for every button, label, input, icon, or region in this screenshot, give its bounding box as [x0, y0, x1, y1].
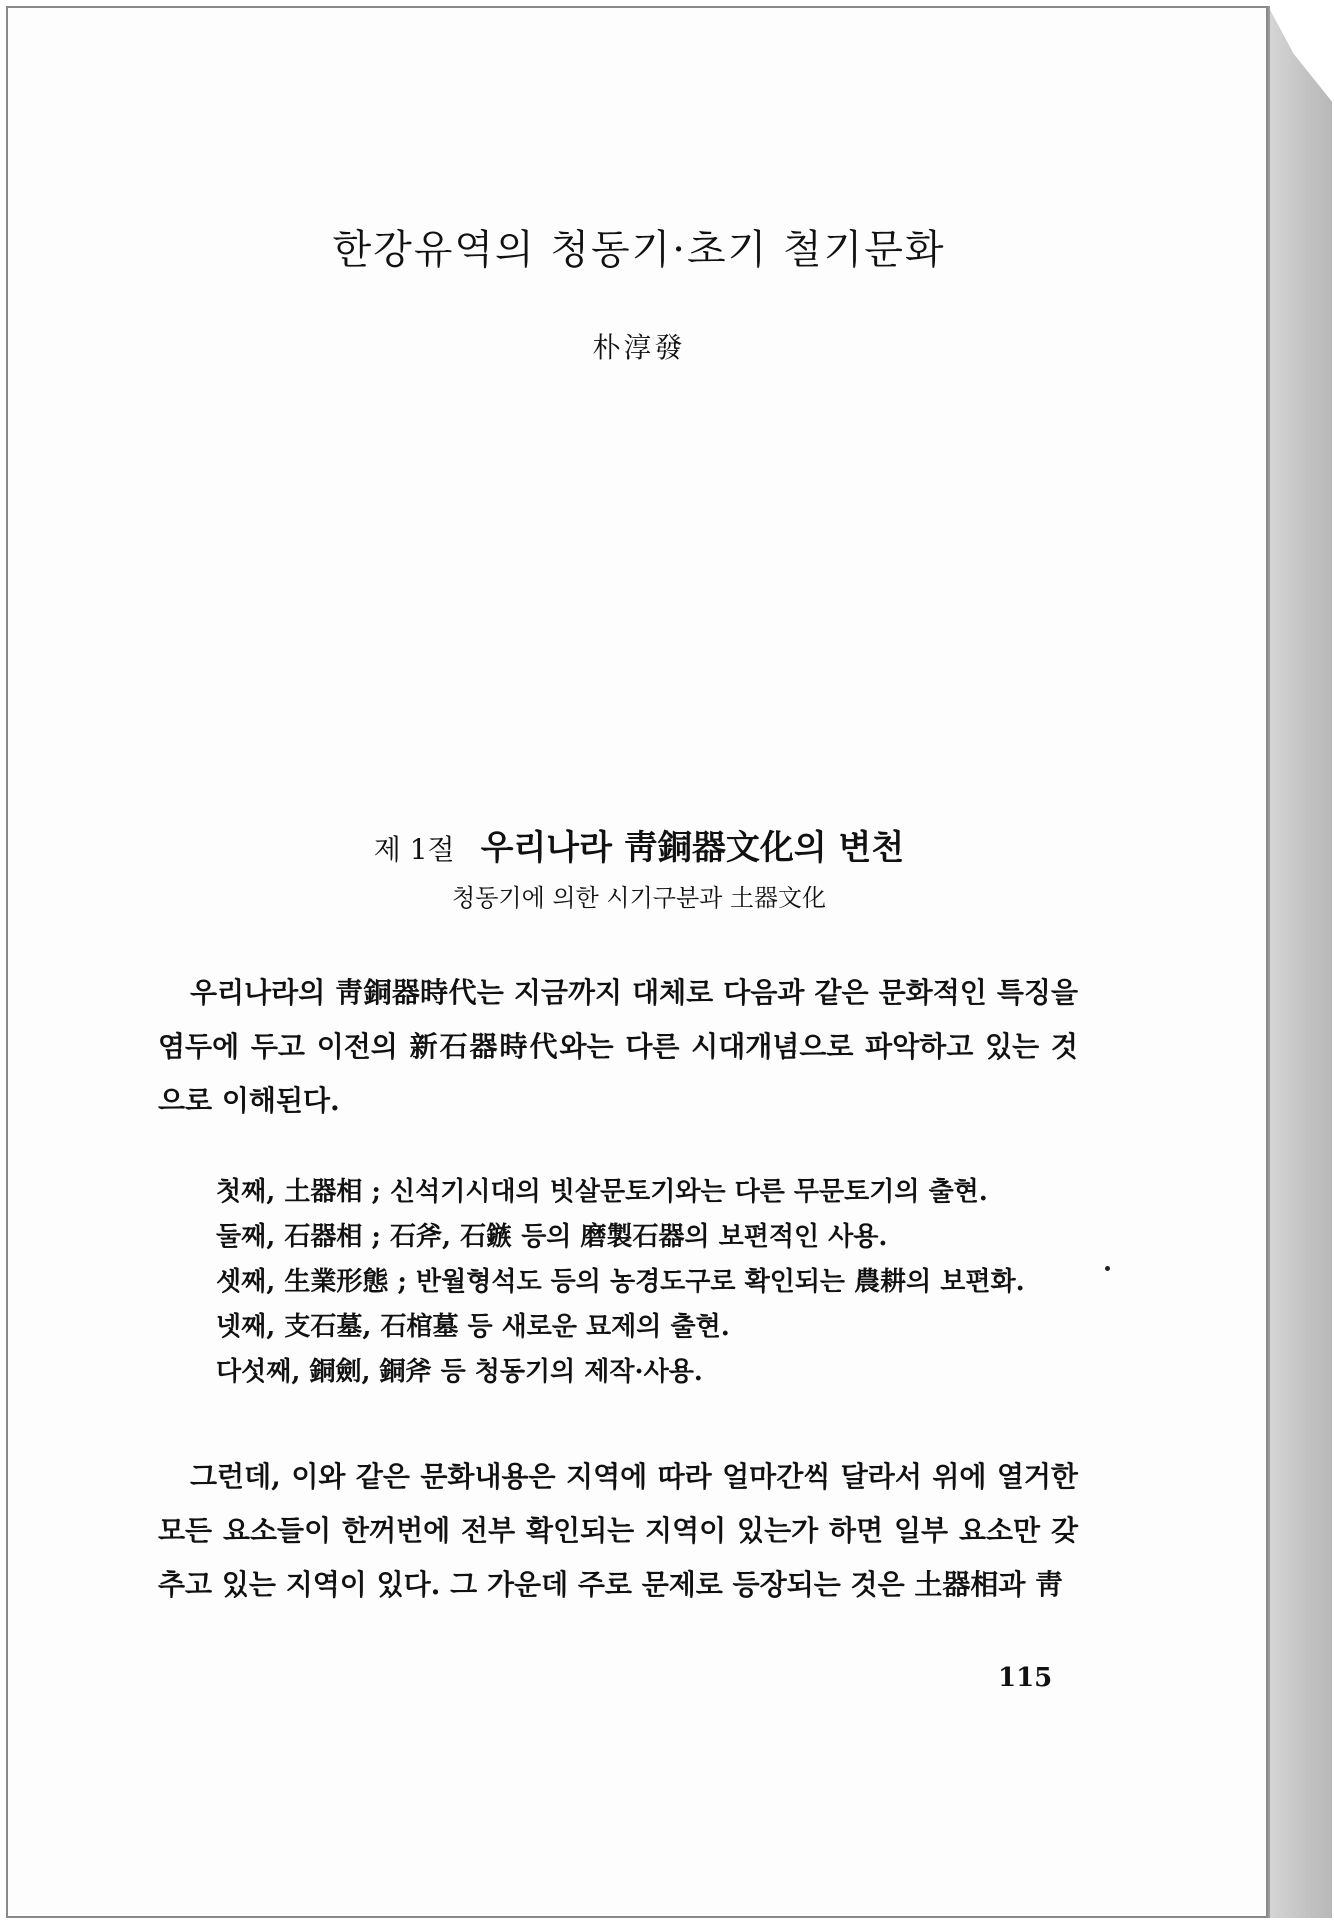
paragraph-intro-text: 우리나라의 靑銅器時代는 지금까지 대체로 다음과 같은 문화적인 특징을 염두에 두고 이전의 新石器時代와는 다른 시대개념으로 파악하고 있는 것으로 이해된다.: [158, 976, 1078, 1117]
section-number: 제 1절: [373, 833, 455, 866]
section-heading: [8, 820, 1270, 869]
list-item: 둘째, 石器相 ; 石斧, 石鏃 등의 磨製石器의 보편적인 사용.: [216, 1222, 888, 1252]
paragraph-continuation-text: 그런데, 이와 같은 문화내용은 지역에 따라 얼마간씩 달라서 위에 열거한 모든 요소들이 한꺼번에 전부 확인되는 지역이 있는가 하면 일부 요소만 갖추고 있는 지역이 있다. 그 가운데 주로 문제로 등장되는 것은 土器相과 靑: [158, 1460, 1078, 1601]
page-number: 115: [998, 1663, 1053, 1693]
paragraph-intro: [158, 966, 1078, 1128]
paragraph-continuation: [158, 1450, 1078, 1612]
feature-list: [216, 1170, 1116, 1395]
scan-speck: [1105, 1266, 1110, 1271]
list-item: 첫째, 土器相 ; 신석기시대의 빗살문토기와는 다른 무문토기의 출현.: [216, 1177, 988, 1207]
section-heading-text: 우리나라 靑銅器文化의 변천: [480, 828, 905, 868]
page-edge-shadow: [1268, 6, 1332, 1918]
book-page: [6, 6, 1268, 1918]
list-item: 넷째, 支石墓, 石棺墓 등 새로운 묘제의 출현.: [216, 1312, 730, 1342]
list-item: 셋째, 生業形態 ; 반월형석도 등의 농경도구로 확인되는 農耕의 보편화.: [216, 1267, 1025, 1297]
author-name: 朴淳發: [592, 331, 686, 364]
chapter-title: 한강유역의 청동기·초기 철기문화: [332, 227, 946, 273]
section-subtitle: 청동기에 의한 시기구분과 土器文化: [452, 884, 826, 912]
list-item: 다섯째, 銅劍, 銅斧 등 청동기의 제작·사용.: [216, 1357, 703, 1387]
page-content: [8, 8, 1270, 1920]
